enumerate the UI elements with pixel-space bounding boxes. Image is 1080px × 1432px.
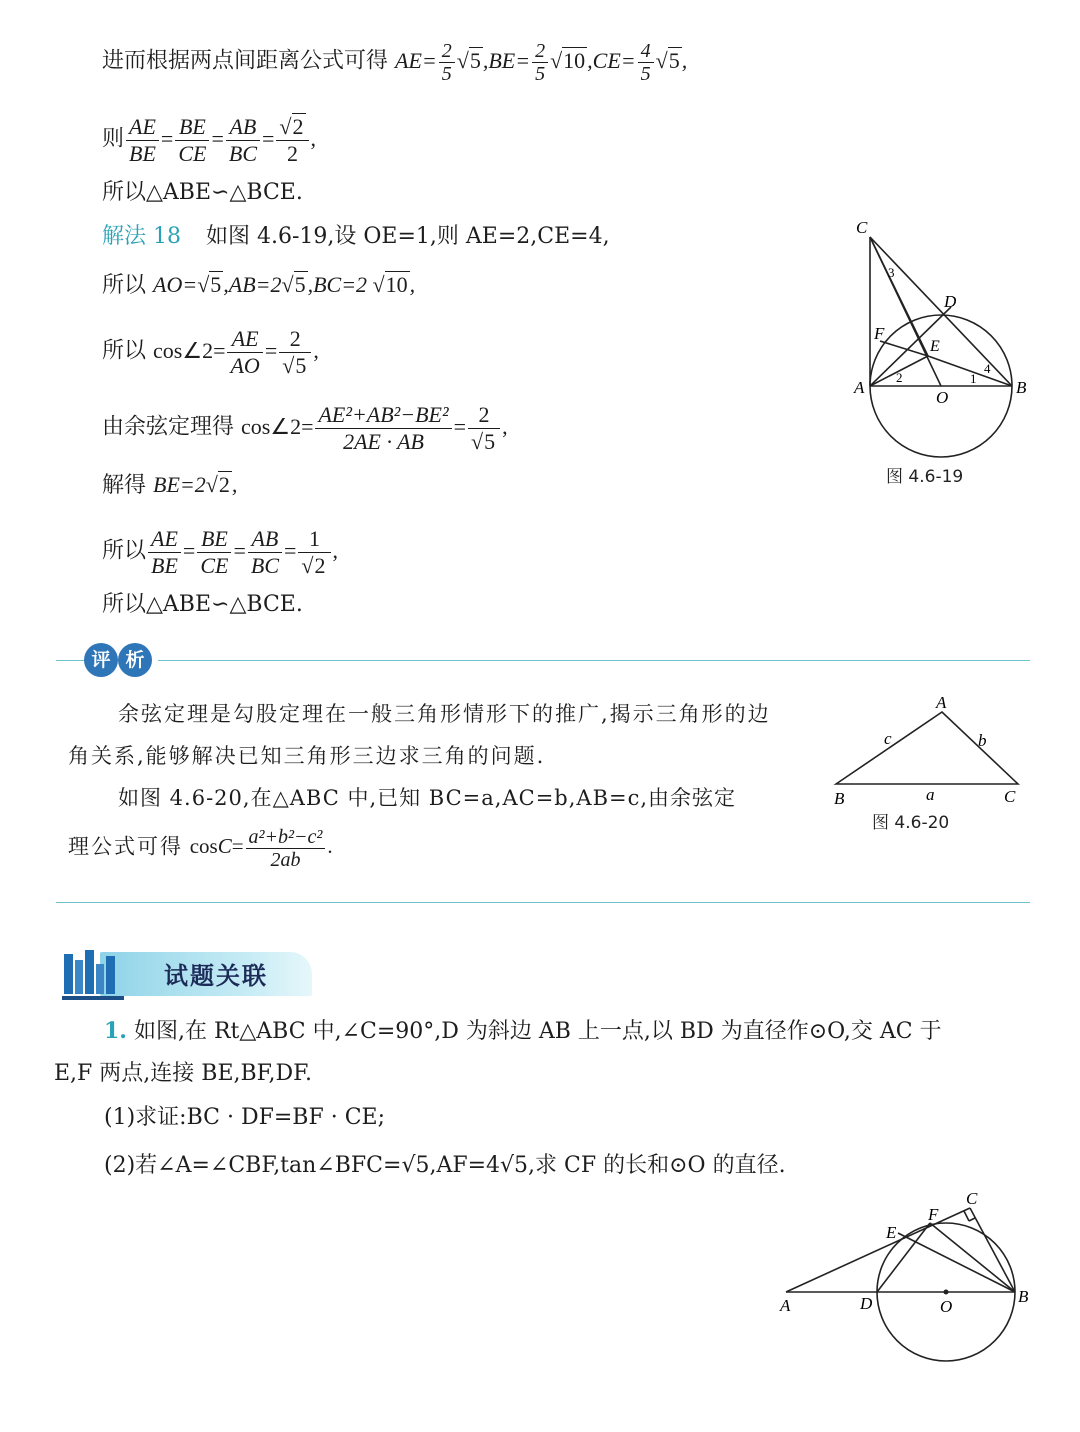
- fig20-label-b: b: [978, 731, 987, 750]
- sol18-line4-prefix: 由余弦定理得: [102, 414, 235, 440]
- shiti-title: 试题关联: [164, 962, 268, 990]
- pingxi-rule-left: [56, 660, 84, 661]
- problem1-line1: [104, 1014, 942, 1045]
- sol17-line1-text: 进而根据两点间距离公式可得: [102, 48, 389, 74]
- fig20-label-A: A: [936, 694, 947, 712]
- problem1-number: 1.: [104, 1018, 127, 1044]
- fig20-label-B: B: [834, 789, 845, 808]
- sol17-line2-prefix: 则: [102, 126, 125, 152]
- fig19-label-D: D: [944, 292, 957, 311]
- prob-fig-label-O: O: [940, 1297, 953, 1316]
- fig20-label-C: C: [1004, 787, 1016, 806]
- pingxi-para2-line2-prefix: 理公式可得: [68, 834, 183, 859]
- pingxi-rule-right: [158, 660, 1030, 661]
- sol18-line6-math: $\frac{AE}{BE}$ = $\frac{BE}{CE}$ = $\frac{AB}{BC}$ = $\frac{1}{√2}$ ,: [146, 538, 338, 563]
- fig19-angle-2: 2: [896, 370, 903, 385]
- fig20-label-a: a: [926, 785, 935, 804]
- fig19-angle-3: 3: [888, 265, 895, 280]
- fig19-caption: 图 4.6-19: [886, 467, 964, 487]
- fig19-label-E: E: [930, 338, 940, 355]
- problem1-figure: [770, 1186, 1040, 1366]
- sol18-line3: [102, 326, 319, 379]
- sol17-line2-math: $\frac{AE}{BE}$ = $\frac{BE}{CE}$ = $\frac{AB}{BC}$ = $\frac{√2}{2}$ ,: [124, 126, 316, 151]
- sol18-label: 解法 18: [102, 224, 181, 249]
- sol17-line1: [102, 40, 687, 85]
- sol18-line2-prefix: 所以: [102, 273, 147, 298]
- fig19-label-A: A: [854, 378, 865, 397]
- pingxi-char-2: 析: [118, 643, 152, 677]
- sol18-line2-math: AO=√5,AB=2√5,BC=2 √10,: [153, 272, 416, 297]
- sol18-line6-prefix: 所以: [102, 538, 147, 564]
- prob-fig-label-D: D: [860, 1294, 873, 1313]
- pingxi-char-1: 评: [84, 643, 118, 677]
- pingxi-para2-line2: [68, 826, 333, 871]
- fig19-label-C: C: [856, 218, 868, 237]
- problem1-line1-text: 如图,在 Rt△ABC 中,∠C=90°,D 为斜边 AB 上一点,以 BD 为直径作⊙O,交 AC 于: [133, 1019, 942, 1044]
- sol18-line1-text: 如图 4.6-19,设 OE=1,则 AE=2,CE=4,: [206, 224, 610, 249]
- pingxi-para1-line2: 角关系,能够解决已知三角形三边求三角的问题.: [68, 744, 546, 768]
- sol17-line3: 所以△ABE∽△BCE.: [102, 180, 303, 205]
- fig19-angle-4: 4: [984, 361, 991, 376]
- pingxi-para2-line1: 如图 4.6-20,在△ABC 中,已知 BC=a,AC=b,AB=c,由余弦定: [118, 786, 737, 810]
- figure-4-6-20: [828, 694, 1028, 808]
- sol18-line5-prefix: 解得: [102, 473, 147, 498]
- prob-fig-label-B: B: [1018, 1287, 1029, 1306]
- pingxi-bottom-rule: [56, 902, 1030, 903]
- sol18-line1: [102, 222, 610, 252]
- sol17-line2: [102, 114, 316, 167]
- pingxi-badge: [84, 642, 156, 678]
- prob-fig-label-A: A: [780, 1296, 791, 1315]
- pingxi-para2-line2-math: cosC= $\frac{\text{a²+b²−c²}}{2ab}$ .: [189, 826, 333, 871]
- pingxi-para1-line1: 余弦定理是勾股定理在一般三角形情形下的推广,揭示三角形的边: [118, 702, 771, 726]
- prob-fig-label-E: E: [886, 1223, 897, 1242]
- sol18-line7: 所以△ABE∽△BCE.: [102, 592, 303, 617]
- sol18-line4-math: cos∠2= $\frac{\text{AE²+AB²−BE²}}{2AE \cdot AB}$ = $\frac{2}{√5}$ ,: [241, 402, 508, 454]
- sol18-line3-math: cos∠2= $\frac{AE}{AO}$ = $\frac{2}{√5}$ ,: [153, 326, 319, 378]
- problem1-line2: E,F 两点,连接 BE,BF,DF.: [54, 1061, 312, 1086]
- problem1-part1: (1)求证:BC · DF=BF · CE;: [104, 1105, 386, 1130]
- sol18-line3-prefix: 所以: [102, 338, 147, 364]
- fig20-caption: 图 4.6-20: [872, 813, 950, 833]
- sol18-line5: [102, 470, 237, 501]
- fig19-label-B: B: [1016, 378, 1027, 397]
- fig19-angle-1: 1: [970, 371, 977, 386]
- prob-fig-label-F: F: [928, 1205, 939, 1224]
- sol18-line2: [102, 270, 415, 301]
- sol18-line5-math: BE=2√2,: [153, 472, 238, 497]
- fig19-label-F: F: [874, 324, 885, 343]
- prob-fig-label-C: C: [966, 1189, 978, 1208]
- shiti-banner: [60, 940, 312, 1002]
- fig20-label-c: c: [884, 729, 892, 748]
- sol17-line1-math: AE= $\frac{2}{5}$ √5,BE= $\frac{2}{5}$ √10,CE= $\frac{4}{5}$ √5,: [395, 40, 688, 85]
- figure-4-6-19: [850, 215, 1050, 465]
- sol18-line6: [102, 526, 338, 579]
- problem1-part2: (2)若∠A=∠CBF,tan∠BFC=√5,AF=4√5,求 CF 的长和⊙O 的直径.: [104, 1153, 786, 1178]
- sol18-line4: [102, 402, 508, 455]
- fig19-label-O: O: [936, 388, 949, 407]
